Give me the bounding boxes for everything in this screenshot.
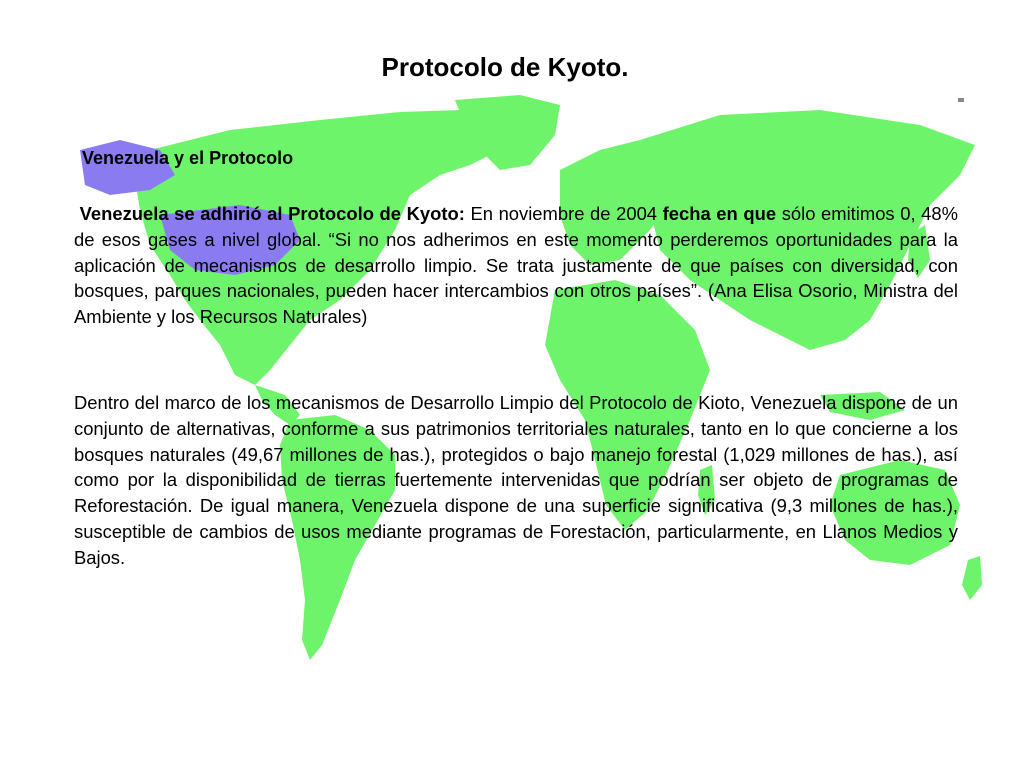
- paragraph-desarrollo-limpio: Dentro del marco de los mecanismos de Desarrollo Limpio del Protocolo de Kioto, Venezuela dispone de un conjunto de alternativas, conforme a sus patrimonios territoriales naturales, tanto en lo que concierne a los bosques naturales (49,67 millones de has.), protegidos o bajo manejo forestal (1,029 millones de has.), así como por la disponibilidad de tierras fuertemente intervenidas que podrían ser objeto de programas de Reforestación. De igual manera, Venezuela dispone de una superficie significativa (9,3 millones de has.), susceptible de cambios de usos mediante programas de Forestación, particularmente, en Llanos Medios y Bajos.: [74, 392, 958, 568]
- paragraph-emphasis: fecha en que: [662, 203, 777, 224]
- corner-mark: [958, 98, 964, 102]
- paragraph-venezuela-adhesion: [74, 201, 958, 330]
- section-heading: Venezuela y el Protocolo: [82, 148, 294, 168]
- paragraph-lead: Venezuela se adhirió al Protocolo de Kyoto:: [79, 203, 465, 224]
- new-zealand-landmass: [962, 556, 982, 600]
- page-title: Protocolo de Kyoto.: [381, 52, 629, 82]
- paragraph-text-continued: sólo emitimos 0, 48% de esos gases a nivel global. “Si no nos adherimos en este momento perderemos oportunidades para la aplicación de mecanismos de desarrollo limpio. Se trata justamente de que países con diversidad, con bosques, parques nacionales, pueden hacer intercambios con otros países”. (Ana Elisa Osorio, Ministra del Ambiente y los Recursos Naturales): [74, 203, 958, 328]
- paragraph-text: En noviembre de 2004: [464, 203, 663, 224]
